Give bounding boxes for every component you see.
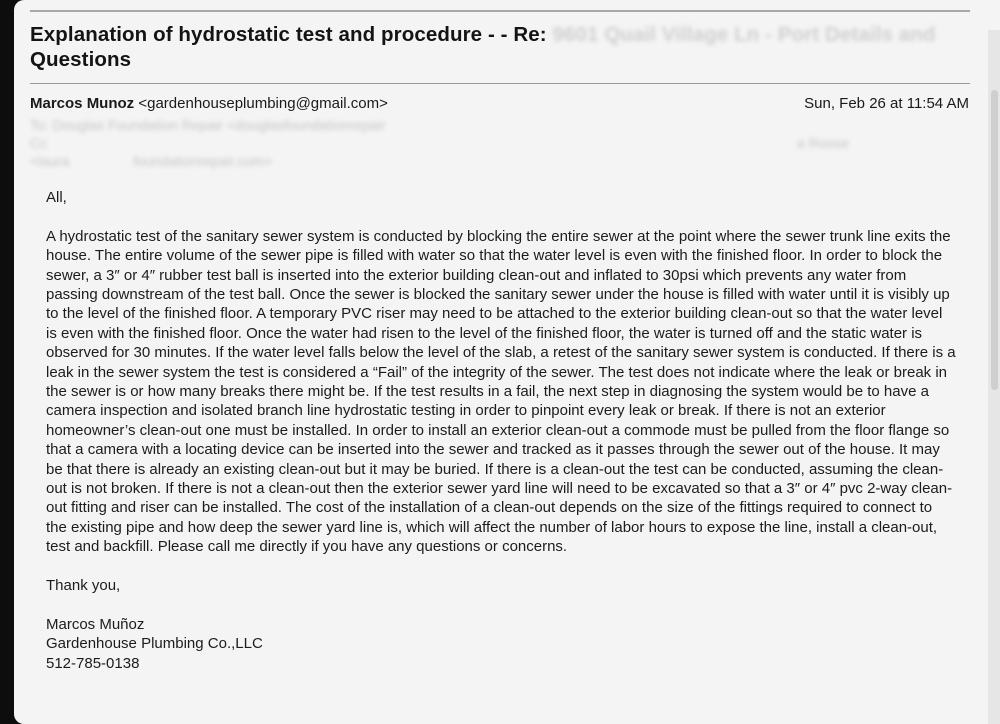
email-window <box>14 0 1000 724</box>
scrollbar-thumb[interactable] <box>991 90 998 390</box>
signature-phone[interactable]: 512-785-0138 <box>46 654 140 672</box>
email-body <box>46 188 956 673</box>
closing: Thank you, <box>46 577 121 595</box>
cc-recipient[interactable]: a Roose <box>797 135 850 151</box>
signature-company: Gardenhouse Plumbing Co.,LLC <box>46 635 263 653</box>
greeting: All, <box>46 189 67 206</box>
signature-name: Marcos Muñoz <box>46 615 145 633</box>
to-label: To: <box>30 117 49 133</box>
sender-line <box>30 95 388 112</box>
cc-label: Cc <box>30 135 48 151</box>
subject-text: Explanation of hydrostatic test and procedure - - Re: <box>30 23 547 46</box>
cc-recipient-2[interactable] <box>30 153 272 169</box>
top-divider <box>30 10 970 12</box>
sender-email[interactable]: <gardenhouseplumbing@gmail.com> <box>138 95 388 112</box>
cc-recipient-domain: foundationrepair.com> <box>133 153 273 169</box>
sender-name[interactable]: Marcos Munoz <box>30 95 135 112</box>
cc-recipient-part: <laura <box>30 153 70 169</box>
subject-redacted-text: 9601 Quail Village Ln - Port Details and <box>552 23 936 46</box>
subject-text-line2: Questions <box>30 48 132 71</box>
email-subject <box>30 22 970 72</box>
scrollbar-track[interactable] <box>988 30 1000 724</box>
email-date: Sun, Feb 26 at 11:54 AM <box>804 95 969 112</box>
to-recipient[interactable]: Douglas Foundation Repair <douglasfoundationrepair <box>52 117 386 133</box>
body-paragraph: A hydrostatic test of the sanitary sewer system is conducted by blocking the entire sewer at the point where the sewer trunk line exits the house. The entire volume of the sewer pipe is filled with water so that the water level is even with the finished floor. In order to block the sewer, a 3″ or 4″ rubber test ball is inserted into the exterior building clean-out and inflated to 30psi which prevents any water from passing downstream of the test ball. Once the sewer is blocked the sanitary sewer under the house is filled with water until it is visibly up to the level of the finished floor. A temporary PVC riser may need to be attached to the exterior building clean-out so that the water level is even with the finished floor. Once the water had risen to the level of the finished floor, the water is turned off and the static water is observed for 30 minutes. If the water level falls below the level of the slab, a retest of the sanitary sewer system is conducted. If there is a leak in the sewer system the test is considered a “Fail” of the integrity of the sewer. The test does not indicate where the leak or break in the sewer is or how many breaks there might be. If the test results in a fail, the next step in diagnosing the system would be to have a camera inspection and isolated branch line hydrostatic testing in order to pinpoint every leak or break. If there is not an exterior homeowner’s clean-out one must be installed. In order to install an exterior clean-out a commode must be pulled from the floor flange so that a camera with a locating device can be inserted into the sewer and tracked as it passes through the sewer out of the house. It may be that there is already an existing clean-out but it may be buried. If there is a clean-out the test can be conducted, assuming the clean-out is not broken. If there is not a clean-out then the exterior sewer yard line will need to be excavated so that a 3″ or 4″ pvc 2-way clean-out fitting and riser can be installed. The cost of the installation of a clean-out depends on the size of the fittings required to connect to the existing pipe and how deep the sewer yard line is, which will affect the number of labor hours to expose the line, install a clean-out, test and backfill. Please call me directly if you have any questions or concerns. <box>46 227 956 556</box>
to-recipients[interactable] <box>30 117 385 133</box>
subject-divider <box>30 83 970 84</box>
